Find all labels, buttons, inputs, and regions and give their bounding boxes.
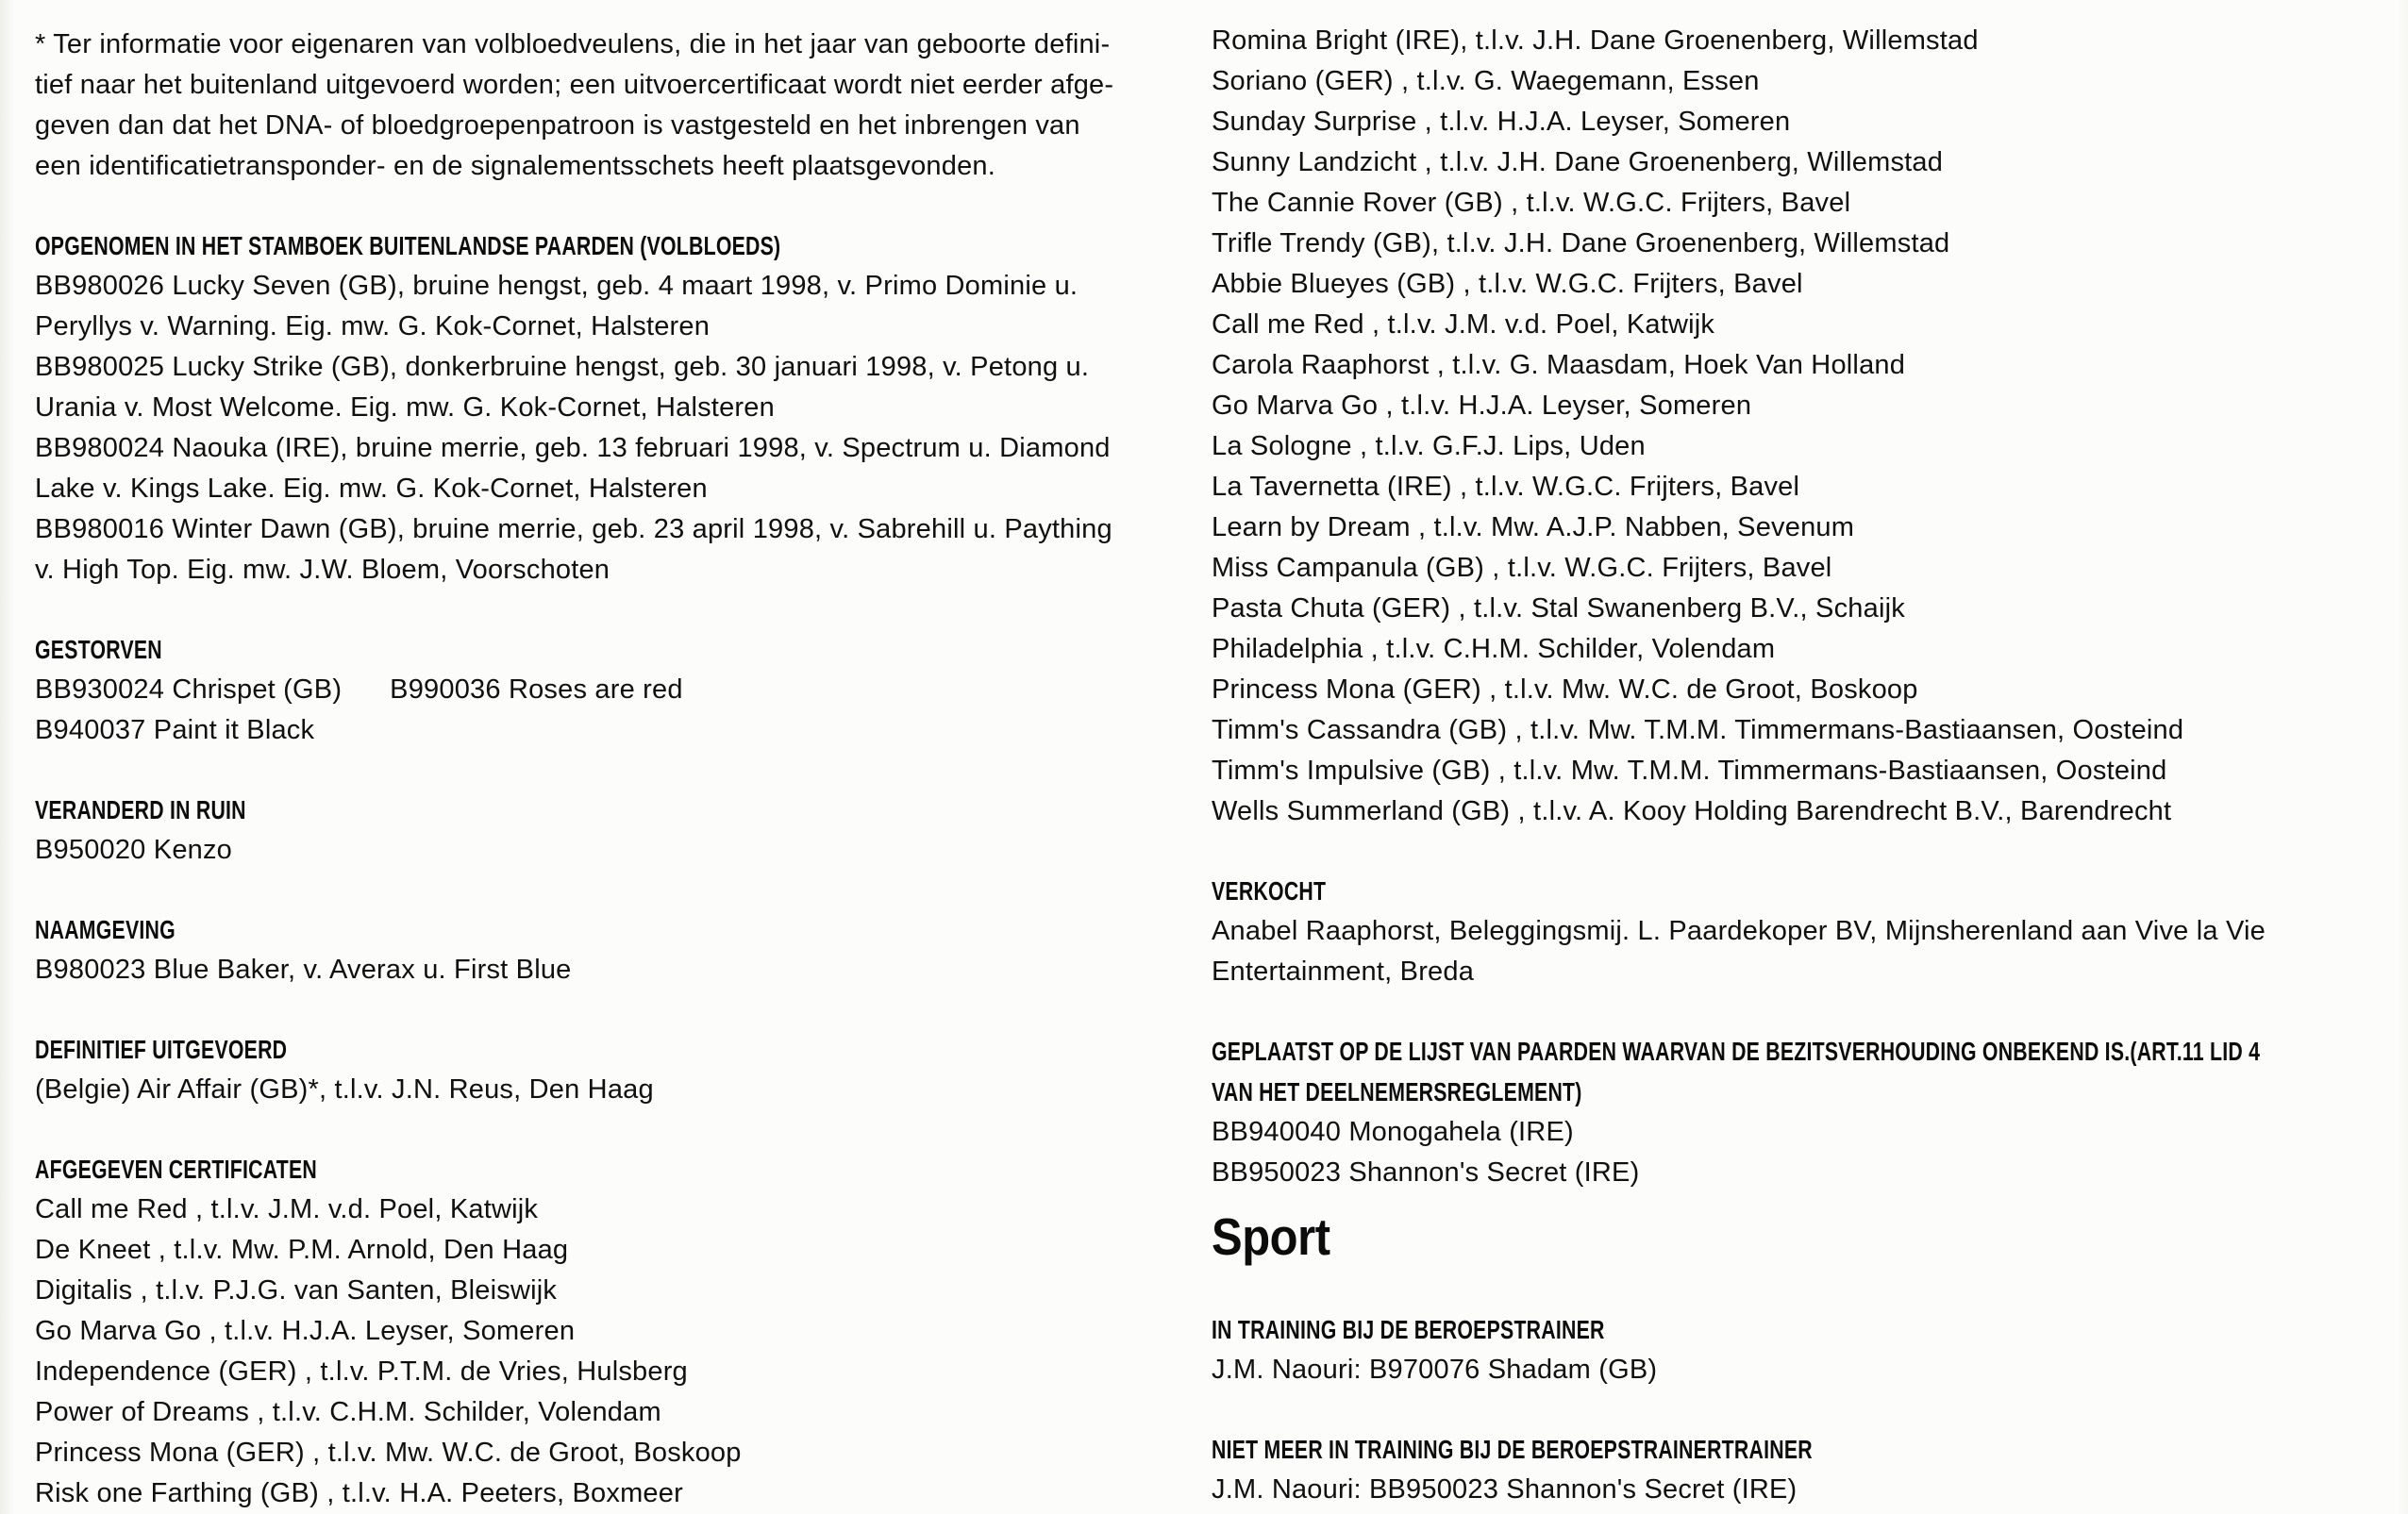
- text: Digitalis , t.l.v. P.J.G. van Santen, Bleiswijk: [35, 1275, 558, 1306]
- text-line: [35, 1311, 1196, 1352]
- section-heading-definitief: [35, 1029, 1196, 1070]
- heading-text: VERANDERD IN RUIN: [35, 795, 246, 824]
- verkocht-entries: [1212, 911, 2408, 992]
- section-definitief-uitgevoerd: [35, 1029, 1196, 1110]
- text: Peryllys v. Warning. Eig. mw. G. Kok-Cornet, Halsteren: [35, 311, 711, 341]
- text-line: [1212, 548, 2408, 589]
- section-heading-niet-meer-in-training: [1212, 1429, 2408, 1470]
- text-line: [35, 266, 1196, 307]
- certificaten-continued-entries: [1212, 21, 2408, 832]
- text-line: [35, 1392, 1196, 1433]
- text: tief naar het buitenland uitgevoerd worden; een uitvoercertificaat wordt niet eerder afge-: [35, 70, 1114, 100]
- section-niet-meer-in-training: [1212, 1429, 2408, 1510]
- text: B940037 Paint it Black: [35, 715, 315, 745]
- section-heading-opgenomen: [35, 225, 1196, 266]
- text: J.M. Naouri: BB950023 Shannon's Secret (IRE): [1212, 1474, 1798, 1505]
- text-line: [1212, 629, 2408, 670]
- text: Learn by Dream , t.l.v. Mw. A.J.P. Nabben, Sevenum: [1212, 512, 1855, 542]
- text: een identificatietransponder- en de signalementsschets heeft plaatsgevonden.: [35, 151, 995, 181]
- heading-text: NIET MEER IN TRAINING BIJ DE BEROEPSTRAINERTRAINER: [1212, 1435, 1813, 1464]
- text: Princess Mona (GER) , t.l.v. Mw. W.C. de Groot, Boskoop: [35, 1438, 742, 1468]
- text-line: [1212, 751, 2408, 791]
- text-line: [1212, 61, 2408, 102]
- text-line: [1212, 710, 2408, 751]
- naamgeving-entries: [35, 950, 1196, 990]
- text: Trifle Trendy (GB), t.l.v. J.H. Dane Groenenberg, Willemstad: [1212, 228, 1950, 258]
- text-line: [35, 25, 1196, 65]
- text-line: [35, 1271, 1196, 1311]
- text: Romina Bright (IRE), t.l.v. J.H. Dane Groenenberg, Willemstad: [1212, 25, 1979, 56]
- text: VAN HET DEELNEMERSREGLEMENT): [1212, 1077, 1582, 1106]
- text-line: [1212, 911, 2408, 952]
- sport-title-text: Sport: [1212, 1207, 1330, 1266]
- text-line: [35, 509, 1196, 550]
- text: B950020 Kenzo: [35, 835, 232, 865]
- geplaatst-entries: [1212, 1112, 2408, 1193]
- heading-text: IN TRAINING BIJ DE BEROEPSTRAINER: [1212, 1315, 1605, 1344]
- section-opgenomen-stamboek: [35, 225, 1196, 591]
- text: Wells Summerland (GB) , t.l.v. A. Kooy Holding Barendrecht B.V., Barendrecht: [1212, 796, 2172, 826]
- text: Risk one Farthing (GB) , t.l.v. H.A. Peeters, Boxmeer: [35, 1478, 683, 1508]
- text: J.M. Naouri: B970076 Shadam (GB): [1212, 1355, 1658, 1385]
- text-line: [1212, 224, 2408, 264]
- section-gestorven: [35, 629, 1196, 751]
- afgegeven-entries: [35, 1190, 1196, 1514]
- text-line: [35, 1433, 1196, 1473]
- gestorven-entry-right: B990036 Roses are red: [390, 674, 683, 705]
- text: Go Marva Go , t.l.v. H.J.A. Leyser, Someren: [35, 1316, 576, 1346]
- heading-text: VERKOCHT: [1212, 876, 1327, 906]
- text: Princess Mona (GER) , t.l.v. Mw. W.C. de Groot, Boskoop: [1212, 674, 1918, 705]
- heading-text: DEFINITIEF UITGEVOERD: [35, 1035, 288, 1064]
- text-line: [35, 146, 1196, 187]
- text: Call me Red , t.l.v. J.M. v.d. Poel, Katwijk: [1212, 309, 1715, 340]
- text-line: [1212, 305, 2408, 345]
- text-line: [1212, 507, 2408, 548]
- text-line: [1212, 142, 2408, 183]
- niet-meer-in-training-entries: [1212, 1470, 2408, 1510]
- text-line: [1212, 264, 2408, 305]
- text-line: [35, 347, 1196, 388]
- text: La Tavernetta (IRE) , t.l.v. W.G.C. Frijters, Bavel: [1212, 472, 1800, 502]
- section-verkocht: [1212, 871, 2408, 992]
- gestorven-two-column-row: [35, 670, 1196, 710]
- text: Anabel Raaphorst, Beleggingsmij. L. Paardekoper BV, Mijnsherenland aan Vive la Vie: [1212, 916, 2266, 946]
- text: BB980024 Naouka (IRE), bruine merrie, geb. 13 februari 1998, v. Spectrum u. Diamond: [35, 433, 1111, 463]
- section-heading-veranderd: [35, 790, 1196, 830]
- text: Philadelphia , t.l.v. C.H.M. Schilder, Volendam: [1212, 634, 1776, 664]
- text: BB950023 Shannon's Secret (IRE): [1212, 1157, 1640, 1188]
- text: Carola Raaphorst , t.l.v. G. Maasdam, Hoek Van Holland: [1212, 350, 1906, 380]
- text: * Ter informatie voor eigenaren van volbloedveulens, die in het jaar van geboorte defini-: [35, 29, 1111, 59]
- section-heading-afgegeven: [35, 1149, 1196, 1190]
- text: BB980016 Winter Dawn (GB), bruine merrie, geb. 23 april 1998, v. Sabrehill u. Paything: [35, 514, 1112, 544]
- text-line: [35, 1352, 1196, 1392]
- sport-section-title: [1212, 1203, 2408, 1271]
- section-heading-in-training: [1212, 1309, 2408, 1350]
- text-line: [1212, 467, 2408, 507]
- text-line: [35, 1473, 1196, 1514]
- section-heading-naamgeving: [35, 909, 1196, 950]
- text: GEPLAATST OP DE LIJST VAN PAARDEN WAARVAN DE BEZITSVERHOUDING ONBEKEND IS.(ART.11 LID 4: [1212, 1037, 2261, 1066]
- text: geven dan dat het DNA- of bloedgroepenpatroon is vastgesteld en het inbrengen van: [35, 110, 1080, 141]
- text-line: [1212, 386, 2408, 426]
- text-line: [35, 950, 1196, 990]
- text: BB980026 Lucky Seven (GB), bruine hengst, geb. 4 maart 1998, v. Primo Dominie u.: [35, 271, 1079, 301]
- section-afgegeven-certificaten: [35, 1149, 1196, 1514]
- text: Entertainment, Breda: [1212, 957, 1475, 987]
- text: De Kneet , t.l.v. Mw. P.M. Arnold, Den Haag: [35, 1235, 569, 1265]
- gestorven-entries: [35, 710, 1196, 751]
- heading-line: [1212, 1031, 2408, 1072]
- text-line: [1212, 183, 2408, 224]
- text-line: [35, 428, 1196, 469]
- text-line: [35, 710, 1196, 751]
- text: BB940040 Monogahela (IRE): [1212, 1117, 1574, 1147]
- heading-text: OPGENOMEN IN HET STAMBOEK BUITENLANDSE PAARDEN (VOLBLOEDS): [35, 231, 781, 260]
- text: The Cannie Rover (GB) , t.l.v. W.G.C. Frijters, Bavel: [1212, 188, 1851, 218]
- text: Abbie Blueyes (GB) , t.l.v. W.G.C. Frijters, Bavel: [1212, 269, 1803, 299]
- text: Lake v. Kings Lake. Eig. mw. G. Kok-Cornet, Halsteren: [35, 474, 708, 504]
- text-line: [1212, 1470, 2408, 1510]
- text-line: [35, 65, 1196, 106]
- text-line: [35, 1070, 1196, 1110]
- section-heading-gestorven: [35, 629, 1196, 670]
- section-heading-verkocht: [1212, 871, 2408, 911]
- section-veranderd-in-ruin: [35, 790, 1196, 871]
- text: BB980025 Lucky Strike (GB), donkerbruine hengst, geb. 30 januari 1998, v. Petong u.: [35, 352, 1090, 382]
- text: (Belgie) Air Affair (GB)*, t.l.v. J.N. Reus, Den Haag: [35, 1074, 654, 1105]
- text: Call me Red , t.l.v. J.M. v.d. Poel, Katwijk: [35, 1194, 539, 1224]
- text-line: [1212, 426, 2408, 467]
- text: Independence (GER) , t.l.v. P.T.M. de Vries, Hulsberg: [35, 1356, 688, 1387]
- text-line: [1212, 102, 2408, 142]
- text: v. High Top. Eig. mw. J.W. Bloem, Voorschoten: [35, 555, 610, 585]
- heading-text: AFGEGEVEN CERTIFICATEN: [35, 1155, 318, 1184]
- text: La Sologne , t.l.v. G.F.J. Lips, Uden: [1212, 431, 1646, 461]
- text-line: [1212, 589, 2408, 629]
- text: Pasta Chuta (GER) , t.l.v. Stal Swanenberg B.V., Schaijk: [1212, 593, 1905, 624]
- section-heading-geplaatst: [1212, 1031, 2408, 1112]
- text-line: [1212, 345, 2408, 386]
- text: Sunny Landzicht , t.l.v. J.H. Dane Groenenberg, Willemstad: [1212, 147, 1944, 177]
- text-line: [1212, 791, 2408, 832]
- intro-paragraph: [35, 25, 1196, 187]
- text: Urania v. Most Welcome. Eig. mw. G. Kok-Cornet, Halsteren: [35, 392, 775, 423]
- right-column: [1212, 21, 2408, 1510]
- text-line: [35, 388, 1196, 428]
- text-line: [1212, 952, 2408, 992]
- text-line: [1212, 1153, 2408, 1193]
- text: Soriano (GER) , t.l.v. G. Waegemann, Essen: [1212, 66, 1760, 96]
- section-naamgeving: [35, 909, 1196, 990]
- text-line: [35, 1230, 1196, 1271]
- text-line: [35, 550, 1196, 591]
- text-line: [1212, 21, 2408, 61]
- heading-text: NAAMGEVING: [35, 915, 176, 944]
- section-geplaatst-op-lijst: [1212, 1031, 2408, 1193]
- opgenomen-entries: [35, 266, 1196, 591]
- text: Miss Campanula (GB) , t.l.v. W.G.C. Frijters, Bavel: [1212, 553, 1832, 583]
- text-line: [1212, 1350, 2408, 1390]
- text-line: [35, 106, 1196, 146]
- text: Go Marva Go , t.l.v. H.J.A. Leyser, Someren: [1212, 391, 1752, 421]
- definitief-entries: [35, 1070, 1196, 1110]
- gestorven-entry-left: BB930024 Chrispet (GB): [35, 674, 343, 705]
- text-line: [1212, 1112, 2408, 1153]
- veranderd-entries: [35, 830, 1196, 871]
- text: Power of Dreams , t.l.v. C.H.M. Schilder, Volendam: [35, 1397, 661, 1427]
- text: Sunday Surprise , t.l.v. H.J.A. Leyser, Someren: [1212, 107, 1791, 137]
- text-line: [1212, 670, 2408, 710]
- heading-line: [1212, 1072, 2408, 1112]
- section-in-training: [1212, 1309, 2408, 1390]
- text-line: [35, 1190, 1196, 1230]
- text: B980023 Blue Baker, v. Averax u. First Blue: [35, 955, 572, 985]
- text-line: [35, 469, 1196, 509]
- in-training-entries: [1212, 1350, 2408, 1390]
- text: Timm's Impulsive (GB) , t.l.v. Mw. T.M.M. Timmermans-Bastiaansen, Oosteind: [1212, 756, 2167, 786]
- text: Timm's Cassandra (GB) , t.l.v. Mw. T.M.M. Timmermans-Bastiaansen, Oosteind: [1212, 715, 2184, 745]
- text-line: [35, 830, 1196, 871]
- text-line: [35, 307, 1196, 347]
- left-column: [35, 25, 1196, 1514]
- heading-text: GESTORVEN: [35, 635, 162, 664]
